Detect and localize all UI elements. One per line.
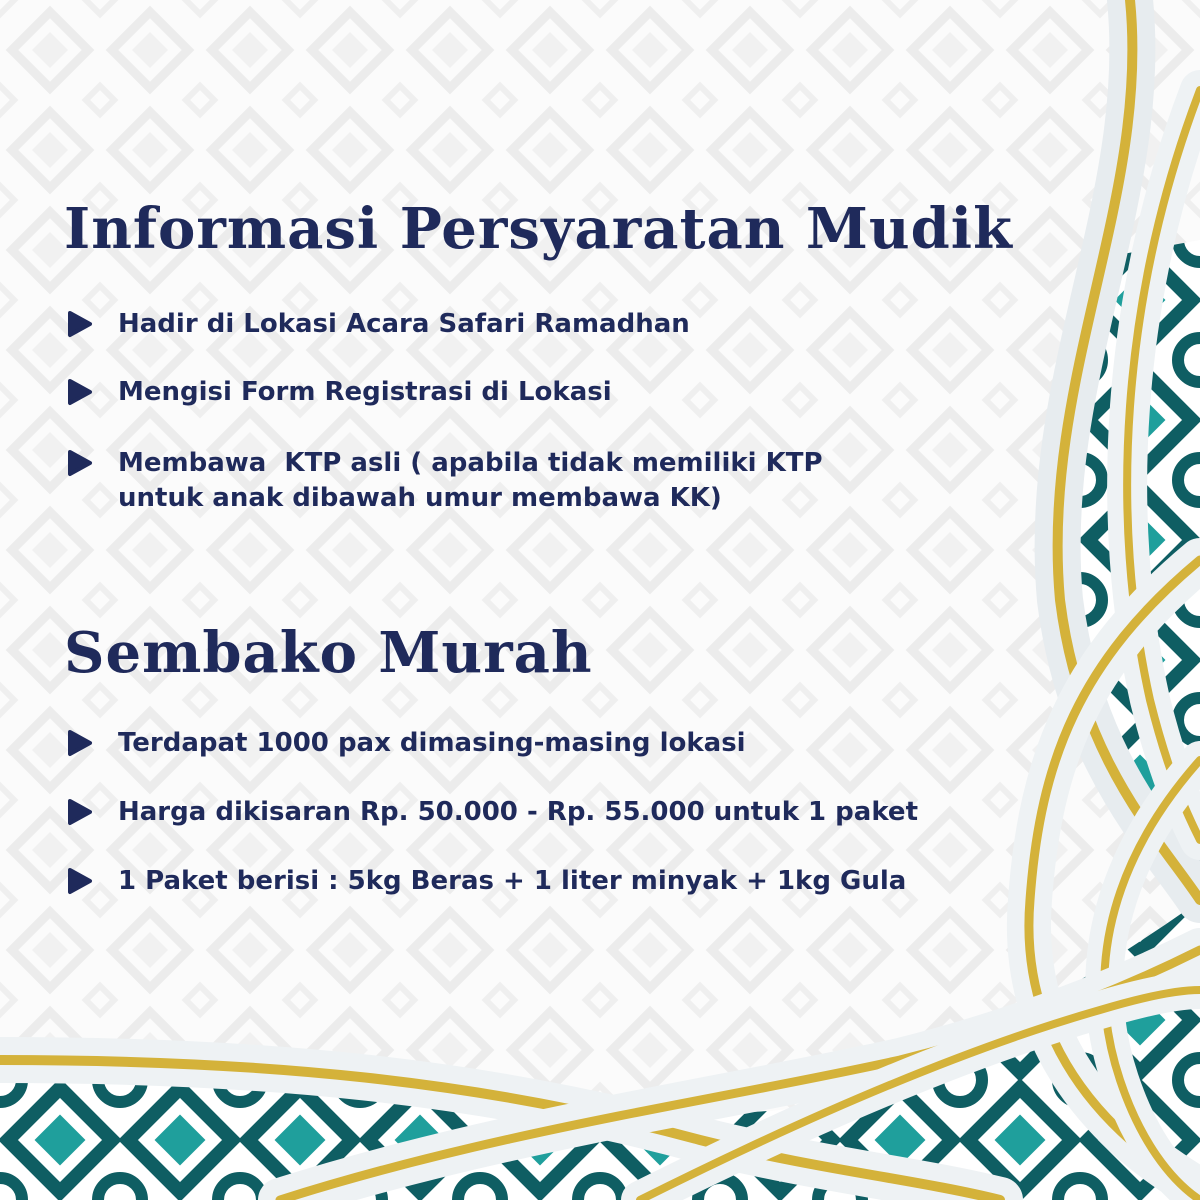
list-item bbox=[64, 864, 944, 899]
play-triangle-icon bbox=[64, 377, 94, 407]
heading-market: Sembako Murah bbox=[64, 620, 593, 686]
list-item-text: Mengisi Form Registrasi di Lokasi bbox=[118, 377, 612, 407]
list-item-text: 1 Paket berisi : 5kg Beras + 1 liter minyak + 1kg Gula bbox=[118, 866, 907, 896]
play-triangle-icon bbox=[64, 866, 94, 896]
list-item-text: Terdapat 1000 pax dimasing-masing lokasi bbox=[118, 728, 746, 758]
list-item-text: Hadir di Lokasi Acara Safari Ramadhan bbox=[118, 309, 690, 339]
list-item bbox=[64, 375, 944, 410]
play-triangle-icon bbox=[64, 797, 94, 827]
list-item-text: Membawa KTP asli ( apabila tidak memiliki KTP untuk anak dibawah umur membawa KK) bbox=[118, 448, 832, 513]
list-item bbox=[64, 726, 944, 761]
list-item bbox=[64, 307, 944, 342]
play-triangle-icon bbox=[64, 448, 94, 478]
play-triangle-icon bbox=[64, 728, 94, 758]
play-triangle-icon bbox=[64, 309, 94, 339]
list-item-text: Harga dikisaran Rp. 50.000 - Rp. 55.000 untuk 1 paket bbox=[118, 797, 918, 827]
list-item bbox=[64, 795, 944, 830]
heading-requirements: Informasi Persyaratan Mudik bbox=[64, 196, 1013, 262]
list-item bbox=[64, 446, 864, 516]
